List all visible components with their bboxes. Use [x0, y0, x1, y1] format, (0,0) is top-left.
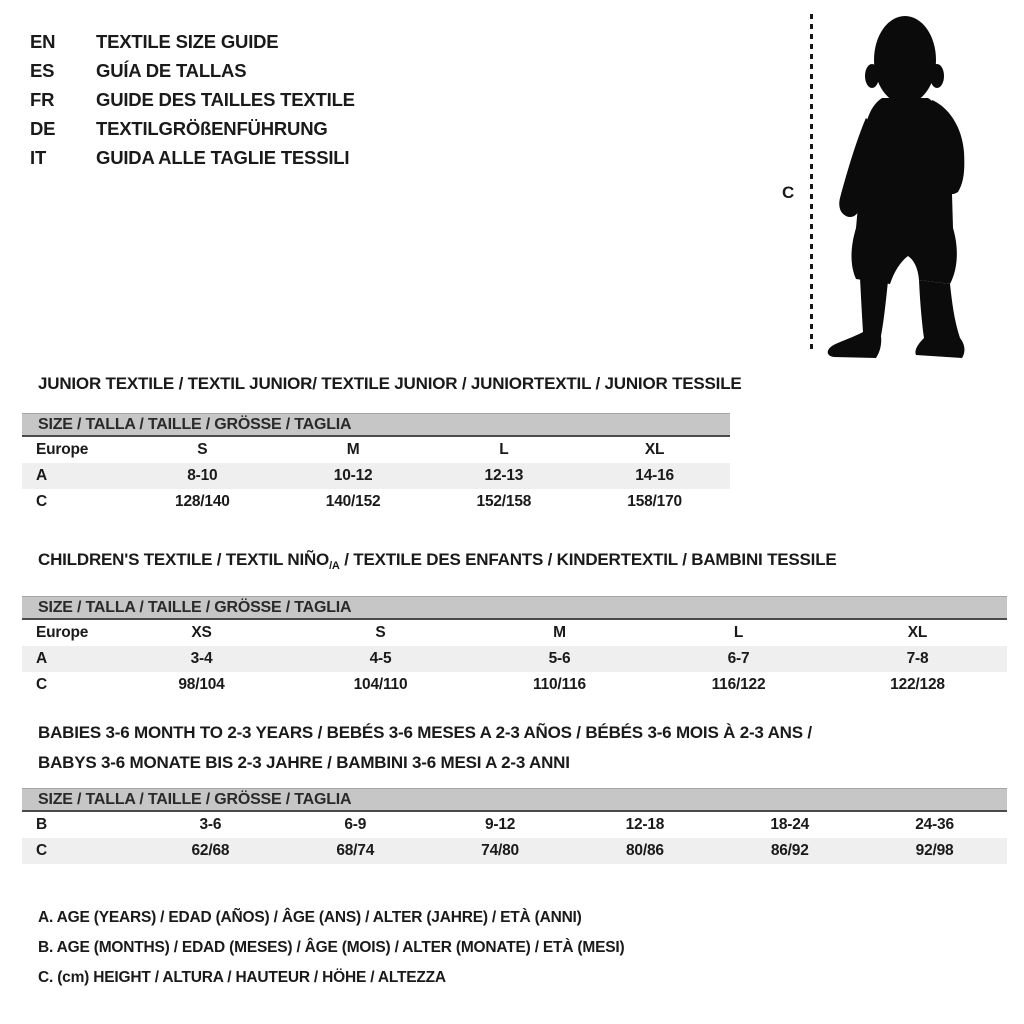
row-label: A — [36, 650, 47, 667]
row-label: Europe — [36, 441, 89, 458]
size-header-bar: SIZE / TALLA / TAILLE / GRÖSSE / TAGLIA — [22, 788, 1007, 812]
table-cell: 98/104 — [178, 676, 225, 693]
language-title: GUÍA DE TALLAS — [96, 60, 247, 81]
language-row — [30, 85, 355, 114]
legend-footnotes — [38, 903, 624, 993]
babies-size-table — [22, 812, 1007, 864]
table-cell: 74/80 — [481, 842, 519, 859]
table-row — [22, 463, 730, 489]
table-cell: 122/128 — [890, 676, 945, 693]
language-code: ES — [30, 60, 55, 81]
table-cell: S — [197, 441, 208, 458]
row-label: C — [36, 493, 47, 510]
height-measure-figure — [760, 0, 1024, 372]
table-cell: 68/74 — [336, 842, 375, 859]
table-cell: M — [553, 624, 566, 641]
table-cell: 12-13 — [484, 467, 524, 484]
language-code: IT — [30, 147, 47, 168]
heading-text: / TEXTILE DES ENFANTS / KINDERTEXTIL / BAMBINI TESSILE — [339, 550, 837, 569]
footnote-c: C. (cm) HEIGHT / ALTURA / HAUTEUR / HÖHE / ALTEZZA — [38, 969, 446, 986]
junior-textile-section — [22, 372, 742, 515]
language-code: EN — [30, 31, 56, 52]
table-cell: 110/116 — [533, 676, 586, 693]
language-code: DE — [30, 118, 56, 139]
table-cell: 6-9 — [344, 816, 367, 833]
childrens-textile-section — [22, 548, 1007, 698]
babies-textile-section — [22, 718, 1007, 864]
table-cell: 128/140 — [175, 493, 230, 510]
size-header-bar: SIZE / TALLA / TAILLE / GRÖSSE / TAGLIA — [22, 413, 730, 437]
table-row — [22, 489, 730, 515]
table-cell: S — [375, 624, 386, 641]
table-cell: 14-16 — [635, 467, 674, 484]
language-title: GUIDE DES TAILLES TEXTILE — [96, 89, 355, 110]
table-row — [22, 646, 1007, 672]
babies-section-heading-line1: BABIES 3-6 MONTH TO 2-3 YEARS / BEBÉS 3-6 MESES A 2-3 AÑOS / BÉBÉS 3-6 MOIS À 2-3 ANS / — [38, 723, 812, 742]
table-cell: 7-8 — [906, 650, 929, 667]
table-cell: 62/68 — [191, 842, 230, 859]
table-cell: 86/92 — [770, 842, 809, 859]
baby-silhouette-icon — [822, 2, 1020, 362]
language-row — [30, 143, 355, 172]
table-cell: 104/110 — [353, 676, 408, 693]
language-row — [30, 114, 355, 143]
table-row — [22, 838, 1007, 864]
table-cell: XS — [191, 624, 212, 641]
table-cell: 6-7 — [727, 650, 750, 667]
table-cell: 18-24 — [770, 816, 810, 833]
height-measure-label: C — [782, 183, 795, 202]
footnote-a: A. AGE (YEARS) / EDAD (AÑOS) / ÂGE (ANS) / ALTER (JAHRE) / ETÀ (ANNI) — [38, 909, 582, 926]
table-cell: XL — [907, 624, 928, 641]
table-cell: 3-4 — [190, 650, 213, 667]
table-cell: 10-12 — [333, 467, 373, 484]
childrens-section-heading — [38, 548, 1007, 578]
table-cell: 140/152 — [325, 493, 381, 510]
junior-size-table — [22, 437, 730, 515]
language-code: FR — [30, 89, 55, 110]
table-cell: L — [499, 441, 509, 458]
table-cell: 152/158 — [476, 493, 532, 510]
table-cell: M — [346, 441, 360, 458]
heading-text: CHILDREN'S TEXTILE / TEXTIL NIÑO — [38, 550, 330, 569]
junior-section-heading: JUNIOR TEXTILE / TEXTIL JUNIOR/ TEXTILE JUNIOR / JUNIORTEXTIL / JUNIOR TESSILE — [38, 374, 742, 393]
table-row — [22, 812, 1007, 838]
language-row — [30, 56, 355, 85]
row-label: C — [36, 676, 47, 693]
table-cell: 92/98 — [915, 842, 954, 859]
row-label: B — [36, 816, 47, 833]
language-title: GUIDA ALLE TAGLIE TESSILI — [96, 147, 350, 168]
table-cell: L — [733, 624, 744, 641]
table-cell: 24-36 — [915, 816, 954, 833]
table-cell: 4-5 — [369, 650, 392, 667]
language-row — [30, 27, 355, 56]
row-label: Europe — [36, 624, 89, 641]
height-dotted-line — [810, 14, 813, 354]
table-cell: 8-10 — [187, 467, 218, 484]
language-title: TEXTILE SIZE GUIDE — [96, 31, 279, 52]
table-row — [22, 672, 1007, 698]
table-cell: XL — [644, 441, 665, 458]
language-title: TEXTILGRÖßENFÜHRUNG — [96, 118, 328, 139]
table-cell: 3-6 — [199, 816, 222, 833]
row-label: A — [36, 467, 47, 484]
table-cell: 9-12 — [484, 816, 516, 833]
table-cell: 80/86 — [626, 842, 664, 859]
language-title-block — [30, 27, 355, 172]
childrens-size-table — [22, 620, 1007, 698]
table-row — [22, 437, 730, 463]
table-cell: 5-6 — [548, 650, 571, 667]
table-cell: 12-18 — [625, 816, 665, 833]
size-header-bar: SIZE / TALLA / TAILLE / GRÖSSE / TAGLIA — [22, 596, 1007, 620]
footnote-b: B. AGE (MONTHS) / EDAD (MESES) / ÂGE (MOIS) / ALTER (MONATE) / ETÀ (MESI) — [38, 939, 625, 956]
babies-section-heading-line2: BABYS 3-6 MONATE BIS 2-3 JAHRE / BAMBINI 3-6 MESI A 2-3 ANNI — [38, 753, 570, 772]
table-cell: 116/122 — [711, 676, 766, 693]
table-cell: 158/170 — [627, 493, 682, 510]
heading-subscript: /A — [329, 560, 340, 572]
table-row — [22, 620, 1007, 646]
row-label: C — [36, 842, 47, 859]
